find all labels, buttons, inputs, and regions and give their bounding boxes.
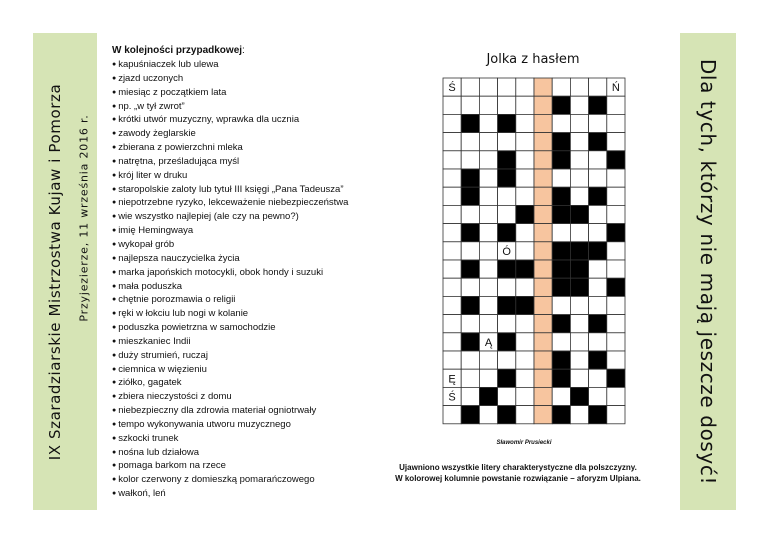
clue-item: ● krój liter w druku	[112, 169, 348, 183]
footer-note-solution: W kolorowej kolumnie powstanie rozwiązanie – aforyzm Ulpiana.	[395, 474, 641, 483]
grid-cell	[589, 205, 607, 223]
black-cell	[516, 260, 534, 278]
footer-note-letters: Ujawniono wszystkie litery charakterystyczne dla polszczyzny.	[399, 463, 637, 472]
grid-cell	[570, 96, 588, 114]
grid-cell	[479, 224, 497, 242]
black-cell	[498, 151, 516, 169]
grid-cell	[443, 114, 461, 132]
grid-cell	[443, 224, 461, 242]
grid-cell	[589, 369, 607, 387]
clue-item: ● chętnie porozmawia o religii	[112, 293, 348, 307]
grid-cell	[443, 315, 461, 333]
grid-cell	[479, 406, 497, 424]
black-cell	[552, 369, 570, 387]
solution-cell	[534, 260, 552, 278]
solution-cell	[534, 296, 552, 314]
grid-cell	[516, 242, 534, 260]
solution-cell	[534, 224, 552, 242]
event-title: IX Szaradziarskie Mistrzostwa Kujaw i Pomorza	[46, 83, 64, 461]
grid-cell	[570, 296, 588, 314]
grid-cell	[461, 133, 479, 151]
grid-cell	[516, 78, 534, 96]
grid-cell	[607, 351, 625, 369]
clue-item: ● nośna lub działowa	[112, 446, 348, 460]
clue-item: ● staropolskie zaloty lub tytuł III księgi „Pana Tadeusza”	[112, 183, 348, 197]
solution-cell	[534, 114, 552, 132]
grid-cell	[516, 278, 534, 296]
grid-cell	[570, 406, 588, 424]
grid-cell	[479, 260, 497, 278]
black-cell	[516, 205, 534, 223]
grid-cell	[498, 315, 516, 333]
grid-cell	[479, 242, 497, 260]
black-cell	[552, 406, 570, 424]
grid-cell	[461, 151, 479, 169]
grid-cell	[589, 78, 607, 96]
grid-cell	[516, 333, 534, 351]
clue-item: ● wałkoń, leń	[112, 487, 348, 501]
black-cell	[461, 260, 479, 278]
black-cell	[461, 333, 479, 351]
grid-cell	[552, 333, 570, 351]
black-cell	[552, 133, 570, 151]
grid-cell	[607, 406, 625, 424]
grid-cell	[516, 114, 534, 132]
grid-cell	[570, 351, 588, 369]
black-cell	[570, 205, 588, 223]
solution-cell	[534, 242, 552, 260]
black-cell	[461, 296, 479, 314]
solution-cell	[534, 133, 552, 151]
black-cell	[516, 296, 534, 314]
grid-cell	[461, 387, 479, 405]
black-cell	[552, 260, 570, 278]
grid-cell	[479, 133, 497, 151]
clue-item: ● tempo wykonywania utworu muzycznego	[112, 418, 348, 432]
black-cell	[552, 187, 570, 205]
grid-cell	[607, 242, 625, 260]
grid-cell	[479, 187, 497, 205]
solution-cell	[534, 351, 552, 369]
grid-cell	[570, 224, 588, 242]
given-letter: Ń	[611, 82, 620, 95]
given-letter: Ś	[448, 391, 456, 404]
grid-cell	[479, 151, 497, 169]
grid-cell	[570, 78, 588, 96]
grid-cell	[443, 133, 461, 151]
grid-cell	[589, 296, 607, 314]
grid-cell	[479, 96, 497, 114]
clue-item: ● poduszka powietrzna w samochodzie	[112, 321, 348, 335]
grid-cell	[552, 296, 570, 314]
clue-item: ● zbiera nieczystości z domu	[112, 390, 348, 404]
grid-cell	[443, 333, 461, 351]
solution-cell	[534, 333, 552, 351]
black-cell	[589, 406, 607, 424]
motto: Dla tych, którzy nie mają jeszcze dosyć!	[696, 58, 720, 486]
grid-cell	[461, 242, 479, 260]
grid-cell	[498, 133, 516, 151]
grid-cell	[552, 387, 570, 405]
grid-cell	[443, 406, 461, 424]
black-cell	[498, 114, 516, 132]
black-cell	[607, 278, 625, 296]
grid-cell	[570, 333, 588, 351]
clue-item: ● np. „w tył zwrot”	[112, 100, 348, 114]
clue-item: ● pomaga barkom na rzece	[112, 459, 348, 473]
grid-cell	[443, 151, 461, 169]
grid-cell	[479, 205, 497, 223]
grid-cell	[589, 151, 607, 169]
grid-cell	[516, 133, 534, 151]
given-letter: Ś	[448, 82, 456, 95]
clue-item: ● ciemnica w więzieniu	[112, 363, 348, 377]
black-cell	[479, 387, 497, 405]
black-cell	[461, 224, 479, 242]
clue-item: ● marka japońskich motocykli, obok hondy i suzuki	[112, 266, 348, 280]
grid-cell	[607, 114, 625, 132]
black-cell	[498, 406, 516, 424]
grid-cell	[479, 278, 497, 296]
grid-cell	[498, 351, 516, 369]
solution-cell	[534, 151, 552, 169]
grid-cell	[516, 315, 534, 333]
grid-cell	[498, 387, 516, 405]
black-cell	[552, 242, 570, 260]
grid-cell	[498, 96, 516, 114]
grid-cell	[516, 351, 534, 369]
black-cell	[498, 369, 516, 387]
black-cell	[570, 242, 588, 260]
grid-cell	[498, 187, 516, 205]
grid-cell	[443, 260, 461, 278]
clue-item: ● wykopał grób	[112, 238, 348, 252]
black-cell	[552, 315, 570, 333]
grid-cell	[607, 315, 625, 333]
grid-cell	[461, 96, 479, 114]
grid-cell	[443, 169, 461, 187]
grid-cell	[516, 187, 534, 205]
clue-item: ● duży strumień, ruczaj	[112, 349, 348, 363]
black-cell	[552, 96, 570, 114]
grid-cell	[479, 369, 497, 387]
clue-item: ● wie wszystko najlepiej (ale czy na pewno?)	[112, 210, 348, 224]
grid-cell	[570, 315, 588, 333]
grid-cell	[607, 387, 625, 405]
grid-cell	[516, 151, 534, 169]
grid-cell	[461, 78, 479, 96]
grid-cell	[461, 278, 479, 296]
puzzle-title: Jolka z hasłem	[486, 52, 580, 67]
grid-cell	[479, 114, 497, 132]
grid-cell	[461, 369, 479, 387]
black-cell	[552, 205, 570, 223]
grid-cell	[552, 224, 570, 242]
grid-cell	[589, 387, 607, 405]
black-cell	[589, 315, 607, 333]
clue-item: ● krótki utwór muzyczny, wprawka dla ucznia	[112, 113, 348, 127]
grid-cell	[443, 242, 461, 260]
grid-cell	[516, 169, 534, 187]
black-cell	[552, 151, 570, 169]
black-cell	[607, 151, 625, 169]
grid-cell	[607, 96, 625, 114]
black-cell	[552, 351, 570, 369]
black-cell	[607, 369, 625, 387]
clue-item: ● zawody żeglarskie	[112, 127, 348, 141]
grid-cell	[479, 78, 497, 96]
clue-item: ● mieszkaniec Indii	[112, 335, 348, 349]
black-cell	[498, 260, 516, 278]
black-cell	[570, 387, 588, 405]
grid-cell	[552, 78, 570, 96]
grid-cell	[443, 187, 461, 205]
grid-cell	[498, 205, 516, 223]
solution-cell	[534, 387, 552, 405]
solution-cell	[534, 315, 552, 333]
grid-cell	[570, 369, 588, 387]
solution-cell	[534, 78, 552, 96]
clue-item: ● kolor czerwony z domieszką pomarańczowego	[112, 473, 348, 487]
grid-cell	[589, 260, 607, 278]
grid-cell	[589, 224, 607, 242]
black-cell	[589, 242, 607, 260]
clue-item: ● zjazd uczonych	[112, 72, 348, 86]
clue-item: ● ziółko, gagatek	[112, 376, 348, 390]
grid-cell	[443, 96, 461, 114]
black-cell	[498, 296, 516, 314]
clue-item: ● ręki w łokciu lub nogi w kolanie	[112, 307, 348, 321]
grid-cell	[498, 78, 516, 96]
grid-cell	[570, 114, 588, 132]
grid-cell	[607, 333, 625, 351]
clue-item: ● najlepsza nauczycielka życia	[112, 252, 348, 266]
black-cell	[461, 169, 479, 187]
black-cell	[607, 224, 625, 242]
given-letter: Ą	[484, 336, 493, 349]
grid-cell	[552, 114, 570, 132]
grid-cell	[589, 278, 607, 296]
solution-cell	[534, 278, 552, 296]
grid-cell	[461, 205, 479, 223]
clue-item: ● imię Hemingwaya	[112, 224, 348, 238]
given-letter: Ó	[502, 245, 511, 258]
solution-cell	[534, 187, 552, 205]
solution-cell	[534, 169, 552, 187]
grid-cell	[607, 260, 625, 278]
black-cell	[498, 333, 516, 351]
black-cell	[589, 187, 607, 205]
grid-cell	[589, 114, 607, 132]
grid-cell	[516, 224, 534, 242]
clue-item: ● kapuśniaczek lub ulewa	[112, 58, 348, 72]
black-cell	[589, 133, 607, 151]
grid-cell	[479, 351, 497, 369]
solution-cell	[534, 205, 552, 223]
grid-cell	[516, 406, 534, 424]
clue-item: ● mała poduszka	[112, 280, 348, 294]
grid-cell	[607, 296, 625, 314]
grid-cell	[570, 169, 588, 187]
solution-cell	[534, 96, 552, 114]
grid-cell	[516, 387, 534, 405]
grid-cell	[443, 205, 461, 223]
grid-cell	[443, 351, 461, 369]
grid-cell	[479, 315, 497, 333]
black-cell	[461, 187, 479, 205]
solution-cell	[534, 406, 552, 424]
black-cell	[498, 169, 516, 187]
grid-cell	[552, 169, 570, 187]
black-cell	[461, 406, 479, 424]
grid-cell	[607, 133, 625, 151]
black-cell	[570, 278, 588, 296]
clue-item: ● niepotrzebne ryzyko, lekceważenie niebezpieczeństwa	[112, 196, 348, 210]
grid-cell	[607, 169, 625, 187]
grid-cell	[461, 351, 479, 369]
grid-cell	[589, 169, 607, 187]
author: Sławomir Prusiecki	[496, 440, 552, 446]
grid-cell	[516, 369, 534, 387]
event-date: Przyjezierze, 11 września 2016 r.	[77, 114, 91, 322]
clue-heading-colon: :	[242, 45, 245, 56]
given-letter: Ę	[448, 373, 456, 386]
grid-cell	[607, 205, 625, 223]
black-cell	[570, 260, 588, 278]
grid-cell	[516, 96, 534, 114]
grid-cell	[479, 169, 497, 187]
black-cell	[552, 278, 570, 296]
clue-item: ● niebezpieczny dla zdrowia materiał ogniotrwały	[112, 404, 348, 418]
black-cell	[498, 224, 516, 242]
grid-cell	[461, 315, 479, 333]
clue-item: ● szkocki trunek	[112, 432, 348, 446]
clue-heading-bold: W kolejności przypadkowej	[112, 45, 243, 56]
clue-item: ● miesiąc z początkiem lata	[112, 86, 348, 100]
grid-cell	[498, 278, 516, 296]
clue-item: ● zbierana z powierzchni mleka	[112, 141, 348, 155]
grid-cell	[589, 333, 607, 351]
black-cell	[589, 351, 607, 369]
black-cell	[461, 114, 479, 132]
black-cell	[589, 96, 607, 114]
grid-cell	[443, 278, 461, 296]
clue-item: ● natrętna, prześladująca myśl	[112, 155, 348, 169]
solution-cell	[534, 369, 552, 387]
grid-cell	[570, 187, 588, 205]
grid-cell	[443, 296, 461, 314]
grid-cell	[479, 296, 497, 314]
grid-cell	[570, 133, 588, 151]
grid-cell	[607, 187, 625, 205]
grid-cell	[570, 151, 588, 169]
